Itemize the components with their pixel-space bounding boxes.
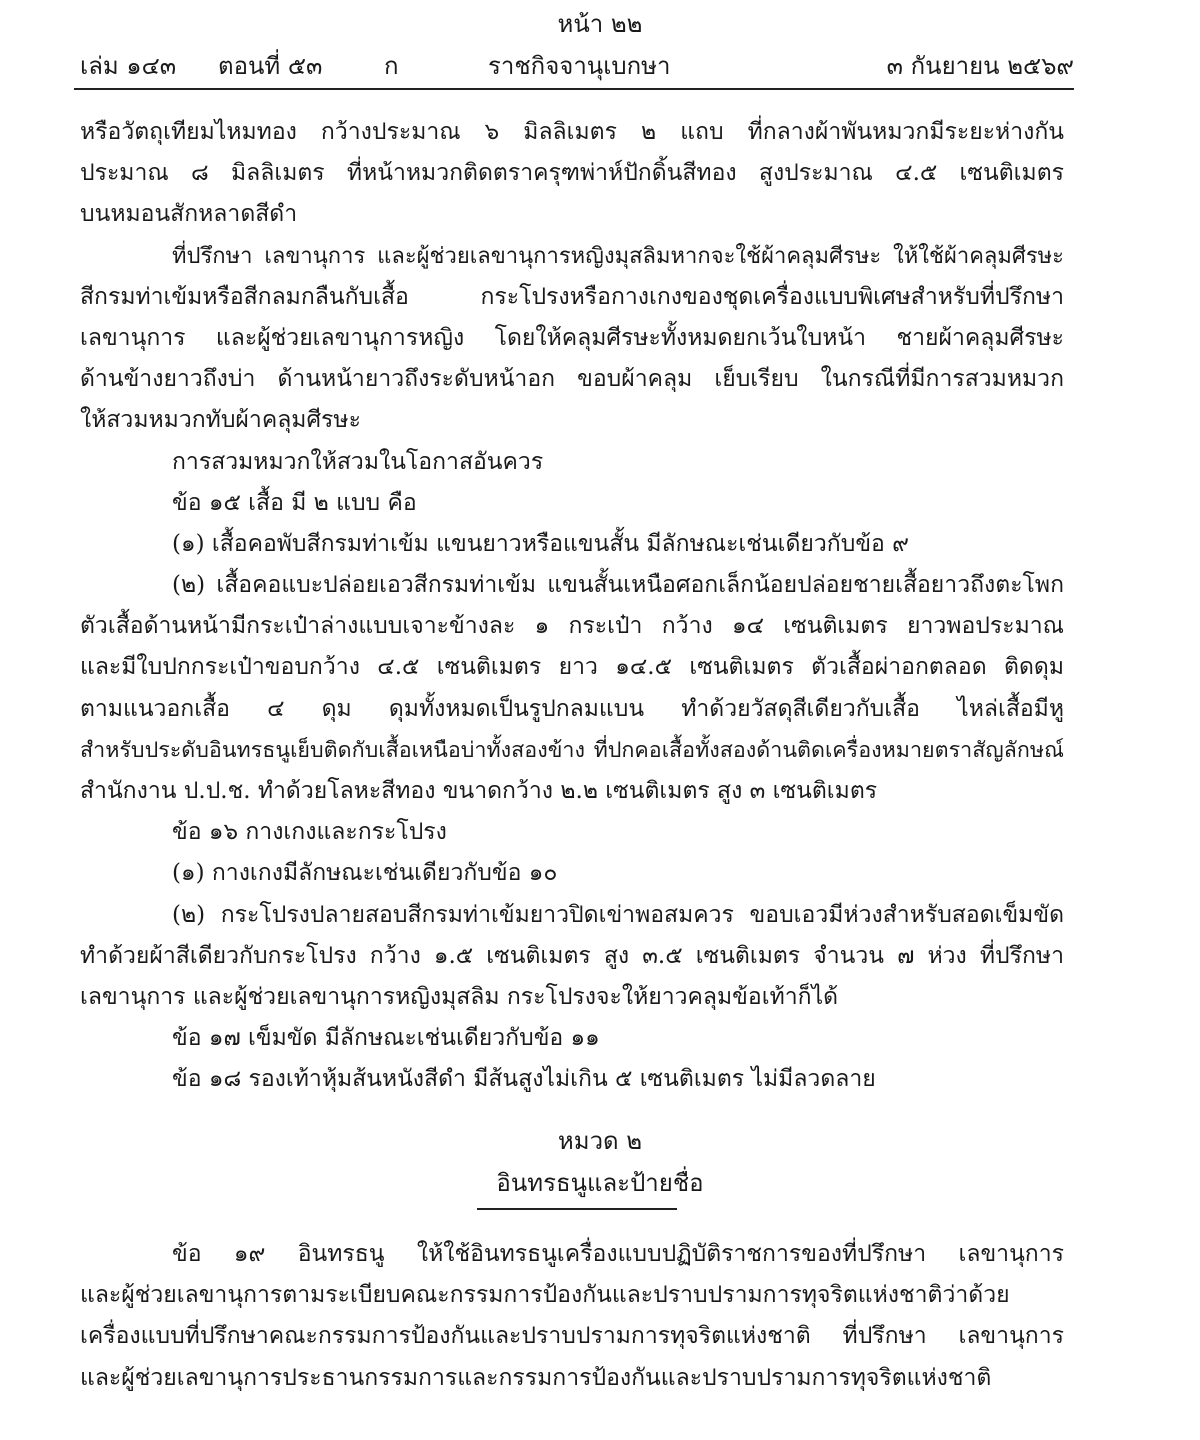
text-line: ประมาณ ๘ มิลลิเมตร ที่หน้าหมวกติดตราครุฑพ่าห์ปักดิ้นสีทอง สูงประมาณ ๔.๕ เซนติเมตร [80,160,1064,187]
text-line: (๑) กางเกงมีลักษณะเช่นเดียวกับข้อ ๑๐ [172,860,558,887]
clause-heading: ข้อ ๑๙ อินทรธนู ให้ใช้อินทรธนูเครื่องแบบปฏิบัติราชการของที่ปรึกษา เลขานุการ [172,1241,1064,1267]
chapter-heading [0,1120,1200,1204]
text-line: สำหรับประดับอินทรธนูเย็บติดกับเสื้อเหนือบ่าทั้งสองข้าง ที่ปกคอเสื้อทั้งสองด้านติดเครื่องหมายตราสัญลักษณ์ [80,737,1064,763]
text-line: เลขานุการ และผู้ช่วยเลขานุการหญิง โดยให้คลุมศีรษะทั้งหมดยกเว้นใบหน้า ชายผ้าคลุมศีรษะ [80,324,1064,351]
clause-heading: ข้อ ๑๘ รองเท้าหุ้มส้นหนังสีดำ มีส้นสูงไม่เกิน ๕ เซนติเมตร ไม่มีลวดลาย [172,1066,876,1093]
text-line: และมีใบปกกระเป๋าขอบกว้าง ๔.๕ เซนติเมตร ยาว ๑๔.๕ เซนติเมตร ตัวเสื้อผ่าอกตลอด ติดดุม [80,654,1064,681]
text-line: เลขานุการ และผู้ช่วยเลขานุการหญิงมุสลิม กระโปรงจะให้ยาวคลุมข้อเท้าก็ได้ [80,983,839,1010]
page-number: หน้า ๒๒ [557,10,643,38]
text-line: ตามแนวอกเสื้อ ๔ ดุม ดุมทั้งหมดเป็นรูปกลมแบน ทำด้วยวัสดุสีเดียวกับเสื้อ ไหล่เสื้อมีหู [80,695,1064,722]
chapter-number: หมวด ๒ [557,1127,643,1155]
body-text-2 [80,1234,1064,1399]
header-section: ก [384,52,399,80]
text-line: บนหมอนสักหลาดสีดำ [80,201,298,228]
header-volume: เล่ม ๑๔๓ [80,52,177,80]
gazette-header [80,48,1074,84]
text-line: หรือวัตถุเทียมไหมทอง กว้างประมาณ ๖ มิลลิเมตร ๒ แถบ ที่กลางผ้าพันหมวกมีระยะห่างกัน [80,119,1064,145]
text-line: และผู้ช่วยเลขานุการประธานกรรมการและกรรมการป้องกันและปราบปรามการทุจริตแห่งชาติ [80,1364,992,1391]
text-line: (๒) กระโปรงปลายสอบสีกรมท่าเข้มยาวปิดเข่าพอสมควร ขอบเอวมีห่วงสำหรับสอดเข็มขัด [172,901,1064,928]
header-date: ๓ กันยายน ๒๕๖๙ [886,52,1074,80]
header-divider [74,88,1074,90]
clause-heading: ข้อ ๑๖ กางเกงและกระโปรง [172,819,447,846]
text-line: (๒) เสื้อคอแบะปล่อยเอวสีกรมท่าเข้ม แขนสั้นเหนือศอกเล็กน้อยปล่อยชายเสื้อยาวถึงตะโพก [172,572,1064,599]
text-line: สำนักงาน ป.ป.ช. ทำด้วยโลหะสีทอง ขนาดกว้าง ๒.๒ เซนติเมตร สูง ๓ เซนติเมตร [80,778,878,804]
text-line: การสวมหมวกให้สวมในโอกาสอันควร [172,448,544,475]
body-text [80,112,1064,1101]
text-line: และผู้ช่วยเลขานุการตามระเบียบคณะกรรมการป้องกันและปราบปรามการทุจริตแห่งชาติว่าด้วย [80,1282,1010,1309]
clause-heading: ข้อ ๑๗ เข็มขัด มีลักษณะเช่นเดียวกับข้อ ๑๑ [172,1025,600,1052]
text-line: (๑) เสื้อคอพับสีกรมท่าเข้ม แขนยาวหรือแขนสั้น มีลักษณะเช่นเดียวกับข้อ ๙ [172,530,910,557]
text-line: สีกรมท่าเข้มหรือสีกลมกลืนกับเสื้อ กระโปรงหรือกางเกงของชุดเครื่องแบบพิเศษสำหรับที่ปรึกษา [80,283,1064,310]
text-line: เครื่องแบบที่ปรึกษาคณะกรรมการป้องกันและปราบปรามการทุจริตแห่งชาติ ที่ปรึกษา เลขานุการ [80,1323,1064,1350]
text-line: ทำด้วยผ้าสีเดียวกับกระโปรง กว้าง ๑.๕ เซนติเมตร สูง ๓.๕ เซนติเมตร จำนวน ๗ ห่วง ที่ปรึกษา [80,942,1064,969]
chapter-divider [477,1208,677,1210]
text-line: ด้านข้างยาวถึงบ่า ด้านหน้ายาวถึงระดับหน้าอก ขอบผ้าคลุม เย็บเรียบ ในกรณีที่มีการสวมหมวก [80,366,1064,393]
clause-heading: ข้อ ๑๕ เสื้อ มี ๒ แบบ คือ [172,489,417,516]
text-line: ที่ปรึกษา เลขานุการ และผู้ช่วยเลขานุการหญิงมุสลิมหากจะใช้ผ้าคลุมศีรษะ ให้ใช้ผ้าคลุมศีรษะ [172,243,1064,269]
text-line: ให้สวมหมวกทับผ้าคลุมศีรษะ [80,407,361,434]
header-issue: ตอนที่ ๕๓ [218,52,323,80]
text-line: ตัวเสื้อด้านหน้ามีกระเป๋าล่างแบบเจาะข้างละ ๑ กระเป๋า กว้าง ๑๔ เซนติเมตร ยาวพอประมาณ [80,613,1064,640]
chapter-title: อินทรธนูและป้ายชื่อ [496,1169,704,1197]
header-publication: ราชกิจจานุเบกษา [488,52,671,80]
